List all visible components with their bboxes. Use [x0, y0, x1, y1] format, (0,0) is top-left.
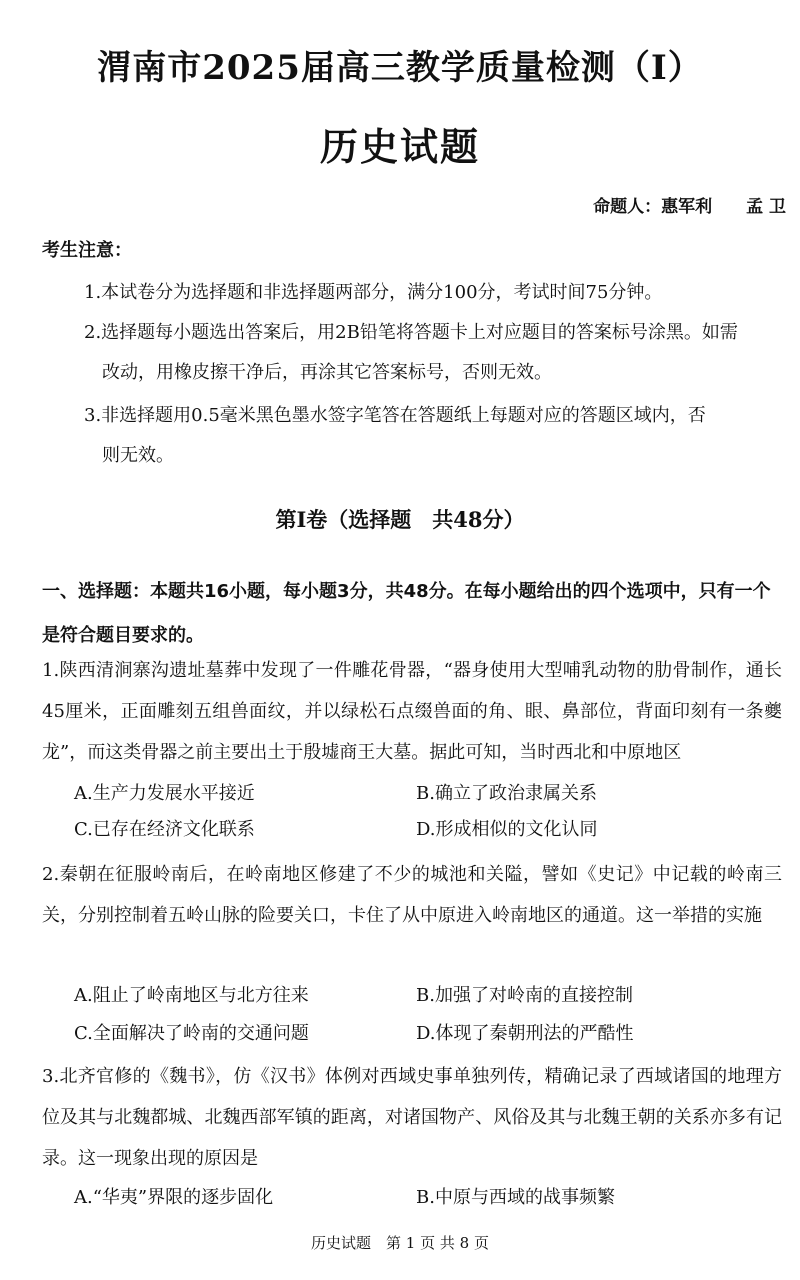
page-footer: 历史试题 第 1 页 共 8 页 — [311, 1234, 489, 1252]
choice-instructions: 一、选择题：本题共16小题，每小题3分，共48分。在每小题给出的四个选项中，只有一个是符合题目要求的。 — [42, 581, 771, 646]
question-1-stem: 1.陕西清涧寨沟遗址墓葬中发现了一件雕花骨器，“器身使用大型哺乳动物的肋骨制作，通长45厘米，正面雕刻五组兽面纹，并以绿松石点缀兽面的角、眼、鼻部位，背面印刻有一条夔龙”，而这类骨器之前主要出土于殷墟商王大墓。据此可知，当时西北和中原地区 — [42, 660, 782, 763]
section-title: 第Ⅰ卷（选择题 共48分） — [275, 507, 525, 532]
question-2-option-b: B.加强了对岭南的直接控制 — [416, 985, 633, 1006]
notice-item-2 — [84, 313, 784, 393]
question-3-option-b: B.中原与西域的战事频繁 — [416, 1187, 615, 1208]
notice-item-3 — [84, 396, 784, 476]
notice-item-2-line-2: 改动，用橡皮擦干净后，再涂其它答案标号，否则无效。 — [102, 362, 552, 383]
question-1-option-c: C.已存在经济文化联系 — [74, 819, 255, 840]
notice-item-2-line-1: 2.选择题每小题选出答案后，用2B铅笔将答题卡上对应题目的答案标号涂黑。如需 — [84, 322, 738, 343]
question-2-stem: 2.秦朝在征服岭南后，在岭南地区修建了不少的城池和关隘，譬如《史记》中记载的岭南三关，分别控制着五岭山脉的险要关口，卡住了从中原进入岭南地区的通道。这一举措的实施 — [42, 864, 782, 926]
question-3-option-a: A.“华夷”界限的逐步固化 — [74, 1187, 274, 1208]
notice-item-3-line-2: 则无效。 — [102, 445, 174, 466]
author-label: 命题人：惠军利 — [593, 197, 713, 217]
question-1-option-a: A.生产力发展水平接近 — [74, 783, 255, 804]
notice-heading: 考生注意： — [42, 240, 132, 261]
question-1-option-b: B.确立了政治隶属关系 — [416, 783, 597, 804]
question-3-stem: 3.北齐官修的《魏书》，仿《汉书》体例对西域史事单独列传，精确记录了西域诸国的地理方位及其与北魏都城、北魏西部军镇的距离，对诸国物产、风俗及其与北魏王朝的关系亦多有记录。这一现象出现的原因是 — [42, 1066, 782, 1169]
question-2-option-c: C.全面解决了岭南的交通问题 — [74, 1023, 309, 1044]
question-2-option-d: D.体现了秦朝刑法的严酷性 — [416, 1023, 634, 1044]
notice-item-1: 1.本试卷分为选择题和非选择题两部分，满分100分，考试时间75分钟。 — [84, 282, 663, 303]
question-1-option-d: D.形成相似的文化认同 — [416, 819, 598, 840]
exam-title: 渭南市2025届高三教学质量检测（Ⅰ） — [97, 48, 703, 88]
notice-item-3-line-1: 3.非选择题用0.5毫米黑色墨水签字笔答在答题纸上每题对应的答题区域内，否 — [84, 405, 706, 426]
exam-subject-title: 历史试题 — [319, 125, 480, 169]
question-2-option-a: A.阻止了岭南地区与北方往来 — [74, 985, 309, 1006]
author-second: 孟 卫 — [746, 197, 786, 217]
authors-line — [587, 192, 786, 217]
